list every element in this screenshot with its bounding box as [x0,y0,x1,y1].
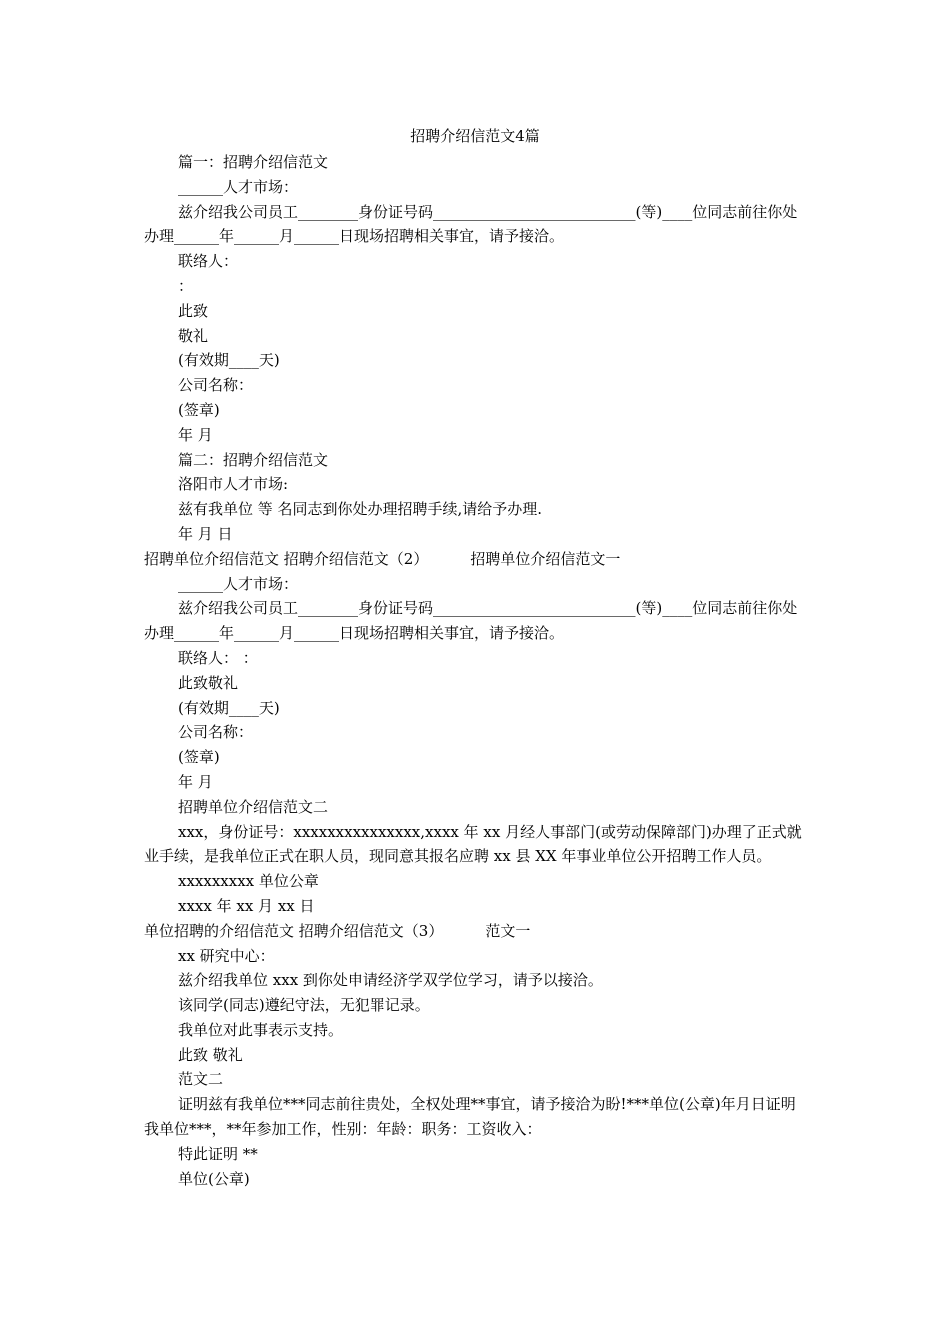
section-heading: 范文二 [178,1070,224,1089]
addressee-line: xx 研究中心： [178,946,275,965]
validity-line: (有效期____天) [178,698,280,717]
closing-line: 此致敬礼 [178,673,239,692]
addressee-line: ______人才市场： [178,574,299,593]
closing-line: 敬礼 [178,326,209,345]
company-name-line: 公司名称： [178,723,254,742]
paragraph: 兹介绍我公司员工________身份证号码___________________________(等)____位同志前往你处办理______年______月______日现场招聘相关事宜，请予接洽。 [144,202,798,246]
seal-line: 单位(公章) [178,1169,250,1188]
addressee-line: 洛阳市人才市场: [178,475,289,494]
seal-line: (签章) [178,748,220,767]
text-line: 兹介绍我单位 xxx 到你处申请经济学双学位学习，请予以接洽。 [178,971,603,990]
date-line: 年 月 [178,772,213,791]
section-heading: 篇二：招聘介绍信范文 [178,450,329,469]
section-heading: 单位招聘的介绍信范文 招聘介绍信范文（3） [144,921,444,940]
date-line: 年 月 日 [178,524,233,543]
section-heading: 范文一 [485,921,531,940]
section-heading: 招聘单位介绍信范文一 [470,549,621,568]
paragraph: xxx，身份证号：xxxxxxxxxxxxxxx,xxxx 年 xx 月经人事部门(或劳动保障部门)办理了正式就业手续，是我单位正式在职人员，现同意其报名应聘 xx 县 XX 年事业单位公开招聘工作人员。 [144,822,802,866]
section-heading: 招聘单位介绍信范文二 [178,797,329,816]
section-heading: 招聘单位介绍信范文 招聘介绍信范文（2） [144,549,429,568]
paragraph: 证明兹有我单位***同志前往贵处，全权处理**事宜，请予接洽为盼!***单位(公章)年月日证明我单位***，**年参加工作，性别：年龄：职务：工资收入： [144,1095,796,1139]
document-body [144,150,808,1191]
document-title: 招聘介绍信范文4篇 [410,127,540,145]
company-name-line: 公司名称： [178,376,254,395]
validity-line: (有效期____天) [178,351,280,370]
text-line: 该同学(同志)遵纪守法，无犯罪记录。 [178,996,430,1015]
contact-line: 联络人： ： [178,648,258,667]
text-line: ： [178,276,194,295]
text-line: 特此证明 ** [178,1144,258,1163]
paragraph: 兹介绍我公司员工________身份证号码___________________________(等)____位同志前往你处办理______年______月______日现场招聘相关事宜，请予接洽。 [144,599,798,643]
date-line: 年 月 [178,425,213,444]
contact-line: 联络人： [178,252,239,271]
date-line: xxxx 年 xx 月 xx 日 [178,896,315,915]
section-heading: 篇一：招聘介绍信范文 [178,153,329,171]
seal-line: (签章) [178,400,220,419]
section-heading-row [144,547,808,572]
text-line: 兹有我单位 等 名同志到你处办理招聘手续,请给予办理. [178,500,543,519]
addressee-line: ______人才市场： [178,177,299,196]
closing-line: 此致 敬礼 [178,1045,243,1064]
seal-line: xxxxxxxxx 单位公章 [178,872,319,891]
section-heading-row [144,919,808,944]
closing-line: 此致 [178,301,209,320]
text-line: 我单位对此事表示支持。 [178,1020,344,1039]
